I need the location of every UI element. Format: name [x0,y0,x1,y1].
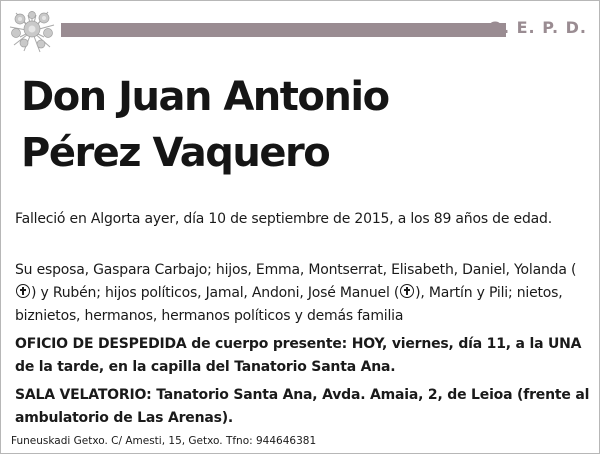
header-bar [61,23,506,37]
deceased-cross-icon [400,284,414,298]
deceased-name-line-1: Don Juan Antonio [21,74,389,120]
wake-room-info: SALA VELATORIO: Tanatorio Santa Ana, Avda. Amaia, 2, de Leioa (frente al ambulatorio de Las Arenas). [15,387,590,426]
deceased-name [21,69,389,181]
family-paragraph [15,259,590,328]
funeral-service-info: OFICIO DE DESPEDIDA de cuerpo presente: HOY, viernes, día 11, a la UNA de la tarde, en la capilla del Tanatorio Santa Ana. [15,336,582,375]
qepd-label: Q. E. P. D. [488,18,587,37]
death-announcement: Falleció en Algorta ayer, día 10 de septiembre de 2015, a los 89 años de edad. [15,211,552,227]
family-text-part-1: Su esposa, Gaspara Carbajo; hijos, Emma, Montserrat, Elisabeth, Daniel, Yolanda ( [15,262,577,278]
funeral-home-footer: Funeuskadi Getxo. C/ Amesti, 15, Getxo. Tfno: 944646381 [11,435,317,447]
family-text-part-3: ), Martín y Pili; nietos, biznietos, hermanos, hermanos políticos y demás familia [15,285,563,324]
deceased-cross-icon [16,284,30,298]
family-text-part-2: ) y Rubén; hijos políticos, Jamal, Andoni, José Manuel ( [31,285,400,301]
deceased-name-line-2: Pérez Vaquero [21,130,330,176]
flower-bouquet-icon [6,7,58,55]
